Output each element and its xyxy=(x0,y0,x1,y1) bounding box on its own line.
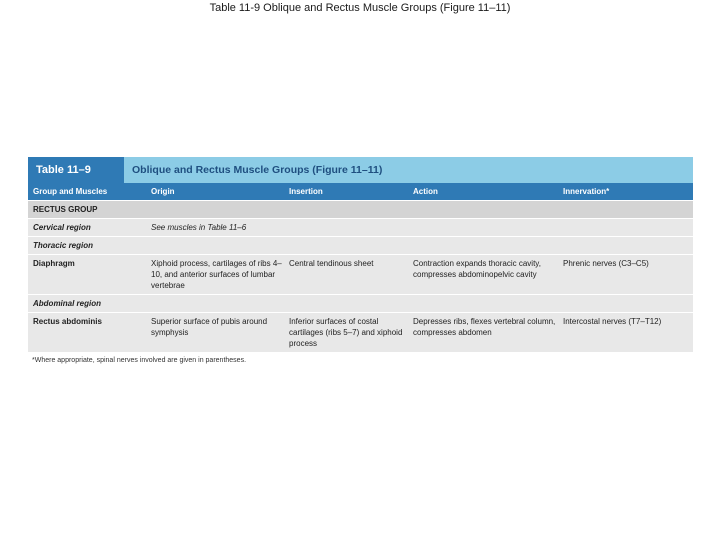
region-name: Abdominal region xyxy=(33,299,101,308)
table-row xyxy=(28,295,693,313)
page-title: Table 11-9 Oblique and Rectus Muscle Groups (Figure 11–11) xyxy=(209,2,511,14)
muscle-table xyxy=(28,157,693,364)
muscle-name: Rectus abdominis xyxy=(33,317,102,326)
muscle-name: Diaphragm xyxy=(33,259,75,268)
column-header: Group and Muscles xyxy=(33,187,108,196)
action-cell: Contraction expands thoracic cavity, compresses abdominopelvic cavity xyxy=(413,259,541,279)
column-header: Origin xyxy=(151,187,175,196)
column-header: Action xyxy=(413,187,438,196)
table-banner xyxy=(28,157,693,183)
table-header-row xyxy=(28,183,693,201)
action-cell: Depresses ribs, flexes vertebral column, compresses abdomen xyxy=(413,317,556,337)
region-name: Cervical region xyxy=(33,223,91,232)
table-title: Oblique and Rectus Muscle Groups (Figure 11–11) xyxy=(132,164,383,176)
table-row xyxy=(28,255,693,295)
group-label: RECTUS GROUP xyxy=(33,205,98,214)
table-number: Table 11–9 xyxy=(28,157,124,183)
insertion-cell: Inferior surfaces of costal cartilages (ribs 5–7) and xiphoid process xyxy=(289,317,403,348)
column-header: Innervation* xyxy=(563,187,610,196)
table-footnote: *Where appropriate, spinal nerves involved are given in parentheses. xyxy=(32,357,247,364)
cross-reference-note: See muscles in Table 11–6 xyxy=(151,223,247,232)
origin-cell: Xiphoid process, cartilages of ribs 4–10, and anterior surfaces of lumbar vertebrae xyxy=(151,259,282,290)
insertion-cell: Central tendinous sheet xyxy=(289,259,374,268)
origin-cell: Superior surface of pubis around symphysis xyxy=(151,317,268,337)
group-row xyxy=(28,201,693,219)
table-row xyxy=(28,237,693,255)
innervation-cell: Phrenic nerves (C3–C5) xyxy=(563,259,649,268)
column-header: Insertion xyxy=(289,187,323,196)
table-row xyxy=(28,313,693,353)
table-row xyxy=(28,219,693,237)
region-name: Thoracic region xyxy=(33,241,94,250)
innervation-cell: Intercostal nerves (T7–T12) xyxy=(563,317,662,326)
